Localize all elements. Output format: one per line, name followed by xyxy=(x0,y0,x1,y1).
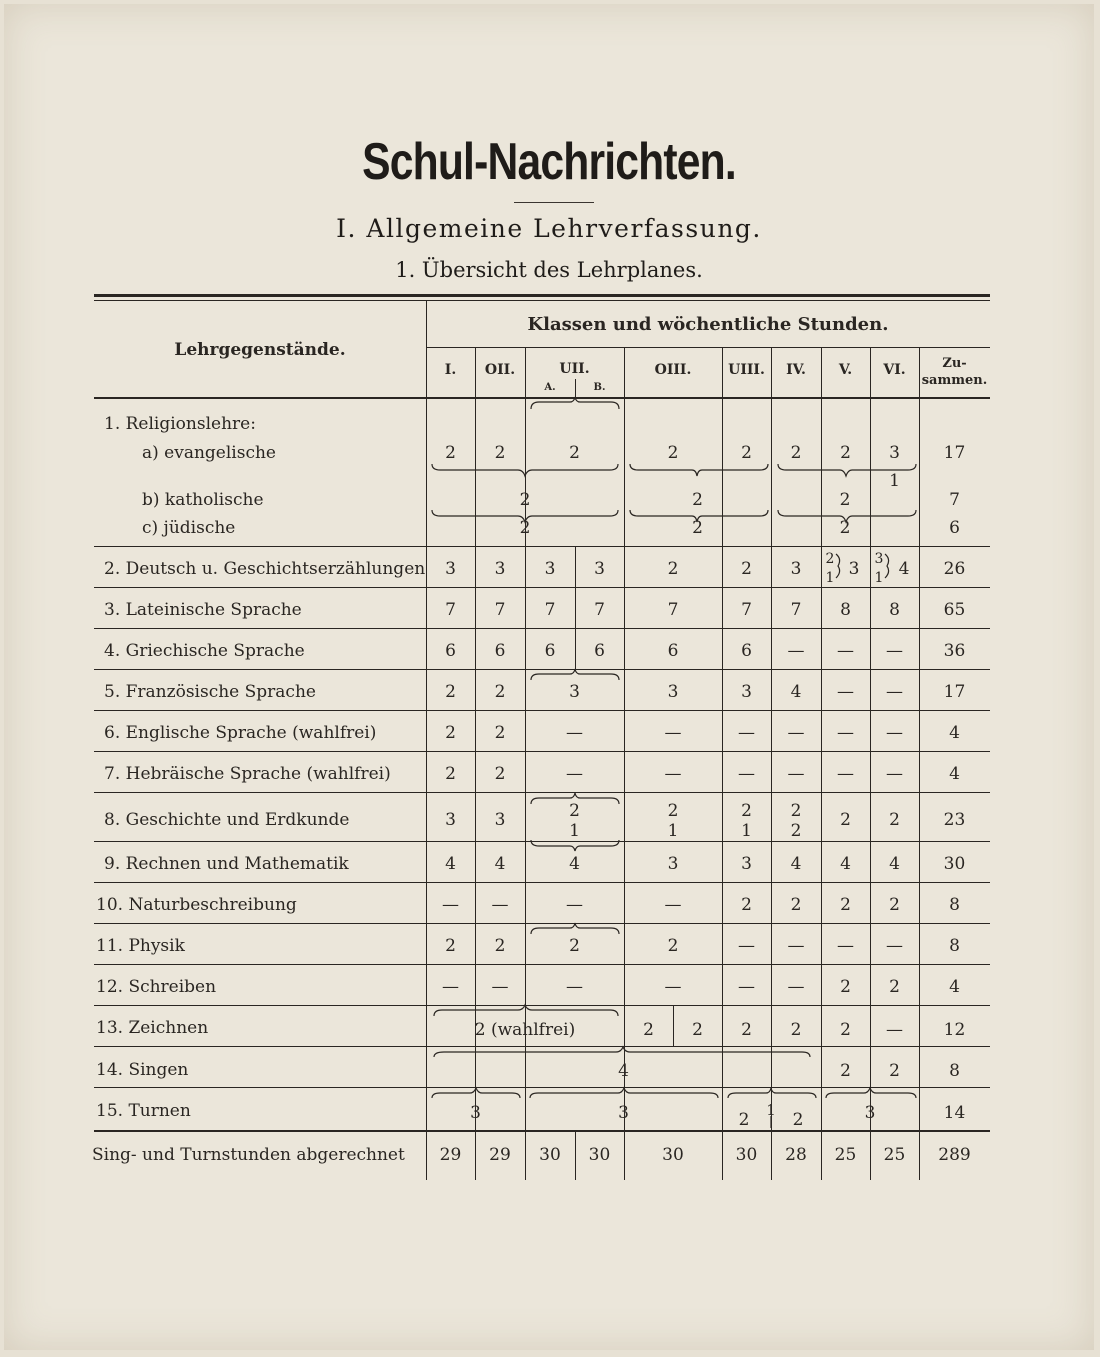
cell-total: 7 xyxy=(949,490,960,510)
col-header-iv: IV. xyxy=(786,362,806,378)
cell: 7 xyxy=(741,600,752,620)
brace-physik xyxy=(531,923,619,934)
subjects-header: Lehrgegenstände. xyxy=(174,340,346,360)
cell: 2 xyxy=(569,936,580,956)
cell: 6 xyxy=(445,641,456,661)
cell-sum: 30 xyxy=(588,1145,611,1165)
cell: — xyxy=(787,723,805,743)
col-header-oii: OII. xyxy=(484,362,516,378)
row-label: 8. Geschichte und Erdkunde xyxy=(104,810,350,830)
row-label: 1. Religionslehre: xyxy=(104,414,256,434)
brace-zeichnen xyxy=(434,1005,618,1016)
cell: 1 xyxy=(569,821,580,841)
cell-total: 65 xyxy=(943,600,966,620)
col-header-total-1: Zu- xyxy=(942,356,967,371)
cell: 2 xyxy=(569,801,580,821)
cell-total: 8 xyxy=(949,895,960,915)
cell: 3 xyxy=(494,559,506,579)
cell: — xyxy=(664,895,682,915)
cell: 4 xyxy=(889,854,900,874)
cell-total: 17 xyxy=(943,443,966,463)
col-header-v: V. xyxy=(838,362,853,378)
cell: 3 xyxy=(544,559,556,579)
cell-sum: 30 xyxy=(539,1145,561,1165)
brace-kath-1 xyxy=(432,464,618,476)
cell: 6 xyxy=(594,641,605,661)
cell-total: 17 xyxy=(943,682,966,702)
cell-sum: 30 xyxy=(735,1145,758,1165)
cell: 2 xyxy=(445,936,456,956)
cell: 3 xyxy=(848,559,860,579)
cell: 4 xyxy=(494,854,506,874)
cell: 2 xyxy=(741,801,752,821)
cell: 2 xyxy=(667,936,679,956)
cell-sum-total: 289 xyxy=(938,1145,971,1165)
cell: 3 xyxy=(445,810,456,830)
cell-total: 4 xyxy=(949,977,960,997)
cell: 4 xyxy=(840,854,851,874)
cell: — xyxy=(886,764,903,784)
cell: 1 xyxy=(741,821,752,841)
cell: 2 xyxy=(889,810,900,830)
cell: — xyxy=(787,764,805,784)
cell: 2 xyxy=(494,443,506,463)
cell: 2 xyxy=(494,682,506,702)
cell-total: 14 xyxy=(943,1103,966,1123)
brace-gesch-bot xyxy=(531,840,619,851)
col-header-uii-b: B. xyxy=(593,382,606,393)
cell: 2 xyxy=(494,723,506,743)
row-label: b) katholische xyxy=(142,490,264,510)
col-header-total-2: sammen. xyxy=(921,373,988,388)
cell: — xyxy=(491,977,509,997)
cell: 2 xyxy=(839,490,851,510)
row-label: 9. Rechnen und Mathematik xyxy=(104,854,349,874)
cell: 2 xyxy=(889,1061,900,1081)
cell: — xyxy=(442,895,459,915)
cell: 3 xyxy=(667,682,679,702)
cell: — xyxy=(837,764,854,784)
cell: 3 xyxy=(864,1103,876,1123)
cell-total: 26 xyxy=(943,559,966,579)
cell: — xyxy=(738,764,755,784)
cell: 2 xyxy=(519,490,531,510)
row-label: 3. Lateinische Sprache xyxy=(104,600,302,620)
cell: — xyxy=(566,977,583,997)
cell: 2 xyxy=(790,443,802,463)
cell: 3 xyxy=(594,559,605,579)
cell-total: 4 xyxy=(949,764,960,784)
cell-total: 8 xyxy=(949,936,960,956)
col-header-i: I. xyxy=(444,362,457,378)
cell-sum: 25 xyxy=(883,1145,906,1165)
cell-small: 1 xyxy=(825,570,835,586)
cell: 3 xyxy=(889,443,900,463)
cell: 4 xyxy=(790,682,802,702)
cell: 8 xyxy=(889,600,900,620)
cell: 2 xyxy=(569,443,580,463)
subsection-heading: 1. Übersicht des Lehrplanes. xyxy=(395,258,703,282)
col-header-oiii: OIII. xyxy=(654,362,692,378)
col-header-uii: UII. xyxy=(559,361,590,377)
col-header-uii-a: A. xyxy=(544,382,556,393)
cell: 2 xyxy=(741,559,752,579)
cell: 2 xyxy=(445,764,456,784)
row-label: 2. Deutsch u. Geschichtserzählungen xyxy=(104,559,426,579)
row-label: 12. Schreiben xyxy=(96,977,217,997)
row-label: 4. Griechische Sprache xyxy=(104,641,305,661)
cell: 4 xyxy=(898,559,910,579)
cell: — xyxy=(738,936,755,956)
cell: 8 xyxy=(840,600,851,620)
cell: 7 xyxy=(594,600,605,620)
cell: 4 xyxy=(618,1061,629,1081)
cell-small: 3 xyxy=(874,551,884,567)
cell: 3 xyxy=(790,559,802,579)
cell-small: 2 xyxy=(825,551,835,567)
brace-deutsch-vi xyxy=(885,554,889,578)
cell: 7 xyxy=(445,600,456,620)
cell: 2 xyxy=(839,518,851,538)
col-header-vi: VI. xyxy=(883,362,906,378)
cell: 2 xyxy=(445,723,456,743)
cell: — xyxy=(738,723,755,743)
cell: — xyxy=(787,977,805,997)
cell: 6 xyxy=(667,641,679,661)
cell: 2 xyxy=(445,443,456,463)
cell-total: 8 xyxy=(949,1061,960,1081)
cell: 2 xyxy=(643,1020,654,1040)
document-page xyxy=(4,4,1094,1350)
row-label: 6. Englische Sprache (wahlfrei) xyxy=(104,723,377,743)
cell-sum: 30 xyxy=(662,1145,684,1165)
cell: — xyxy=(837,682,854,702)
cell-total: 6 xyxy=(949,518,960,538)
cell: 1 xyxy=(667,821,679,841)
brace-turnen-2 xyxy=(530,1088,718,1098)
cell: 3 xyxy=(667,854,679,874)
cell: 2 xyxy=(741,895,752,915)
cell: — xyxy=(886,723,903,743)
brace-kath-2 xyxy=(630,464,768,476)
cell: — xyxy=(787,641,805,661)
sum-label: Sing- und Turnstunden abgerechnet xyxy=(92,1145,405,1165)
cell: 4 xyxy=(445,854,456,874)
cell: 2 xyxy=(692,1020,703,1040)
row-label: 13. Zeichnen xyxy=(96,1018,209,1038)
cell: 2 xyxy=(790,1020,802,1040)
cell: 3 xyxy=(445,559,456,579)
cell: 3 xyxy=(569,682,580,702)
row-label: 7. Hebräische Sprache (wahlfrei) xyxy=(104,764,391,784)
cell: 2 xyxy=(840,977,851,997)
cell: 2 xyxy=(840,443,851,463)
cell: 3 xyxy=(470,1103,481,1123)
cell: — xyxy=(442,977,459,997)
cell: 3 xyxy=(618,1103,629,1123)
cell: 2 xyxy=(790,821,802,841)
cell: 2 xyxy=(692,490,703,510)
cell: 2 xyxy=(790,801,802,821)
cell: 2 xyxy=(741,1020,752,1040)
cell-total: 30 xyxy=(943,854,966,874)
cell: 2 xyxy=(667,559,679,579)
cell: 2 xyxy=(790,895,802,915)
cell: — xyxy=(566,764,583,784)
cell: — xyxy=(837,641,854,661)
cell: 2 xyxy=(667,801,679,821)
row-label: 11. Physik xyxy=(96,936,185,956)
row-label: a) evangelische xyxy=(142,443,276,463)
brace-turnen-1 xyxy=(432,1088,520,1098)
cell: 7 xyxy=(494,600,506,620)
classes-header: Klassen und wöchentliche Stunden. xyxy=(527,314,889,335)
cell: 2 xyxy=(741,443,752,463)
cell: 2 xyxy=(840,1020,851,1040)
cell: — xyxy=(566,723,583,743)
cell: — xyxy=(738,977,755,997)
row-label: 10. Naturbeschreibung xyxy=(96,895,297,915)
cell: 2 xyxy=(445,682,456,702)
cell: 3 xyxy=(741,854,752,874)
cell: 3 xyxy=(494,810,506,830)
cell: — xyxy=(664,977,682,997)
cell-small: 1 xyxy=(766,1101,776,1119)
page-title: Schul-Nachrichten. xyxy=(362,133,736,191)
cell: 4 xyxy=(569,854,580,874)
cell: 6 xyxy=(741,641,752,661)
cell-small: 1 xyxy=(874,570,884,586)
cell: — xyxy=(837,936,854,956)
cell: 2 xyxy=(494,936,506,956)
cell: 1 xyxy=(889,471,900,491)
cell: — xyxy=(837,723,854,743)
cell: 7 xyxy=(544,600,556,620)
cell: 3 xyxy=(741,682,752,702)
brace-uii-religion xyxy=(531,397,619,409)
cell: — xyxy=(886,1020,903,1040)
cell: 2 xyxy=(840,810,851,830)
cell-sum: 29 xyxy=(439,1145,462,1165)
cell: 4 xyxy=(790,854,802,874)
brace-turnen-4 xyxy=(826,1088,916,1098)
cell: — xyxy=(886,936,903,956)
col-header-uiii: UIII. xyxy=(728,362,765,378)
cell: 2 xyxy=(738,1110,750,1130)
cell: 2 (wahlfrei) xyxy=(474,1020,576,1040)
cell: 2 xyxy=(494,764,506,784)
section-heading: I. Allgemeine Lehrverfassung. xyxy=(336,214,762,243)
cell: 2 xyxy=(889,895,900,915)
cell-total: 36 xyxy=(943,641,966,661)
cell: 2 xyxy=(519,518,531,538)
cell: 7 xyxy=(790,600,802,620)
cell-total: 23 xyxy=(943,810,966,830)
cell: — xyxy=(886,682,903,702)
cell: 2 xyxy=(792,1110,804,1130)
brace-franz xyxy=(531,669,619,680)
cell: 2 xyxy=(667,443,679,463)
cell: — xyxy=(491,895,509,915)
cell: 2 xyxy=(692,518,703,538)
cell: 2 xyxy=(889,977,900,997)
row-label: 5. Französische Sprache xyxy=(104,682,316,702)
cell-sum: 28 xyxy=(785,1145,807,1165)
cell-sum: 29 xyxy=(489,1145,511,1165)
cell-sum: 25 xyxy=(834,1145,857,1165)
cell: 7 xyxy=(667,600,679,620)
cell-total: 4 xyxy=(949,723,960,743)
cell: 2 xyxy=(840,895,851,915)
cell: 6 xyxy=(544,641,556,661)
row-label: 15. Turnen xyxy=(96,1101,191,1121)
cell: — xyxy=(664,723,682,743)
brace-singen xyxy=(434,1047,810,1057)
cell: — xyxy=(566,895,583,915)
cell: 2 xyxy=(840,1061,851,1081)
cell: — xyxy=(886,641,903,661)
cell: — xyxy=(664,764,682,784)
cell-total: 12 xyxy=(943,1020,966,1040)
row-label: 14. Singen xyxy=(96,1060,189,1080)
row-label: c) jüdische xyxy=(142,518,236,538)
brace-turnen-3 xyxy=(728,1088,816,1098)
brace-deutsch-v xyxy=(836,554,840,578)
cell: — xyxy=(787,936,805,956)
cell: 6 xyxy=(494,641,506,661)
